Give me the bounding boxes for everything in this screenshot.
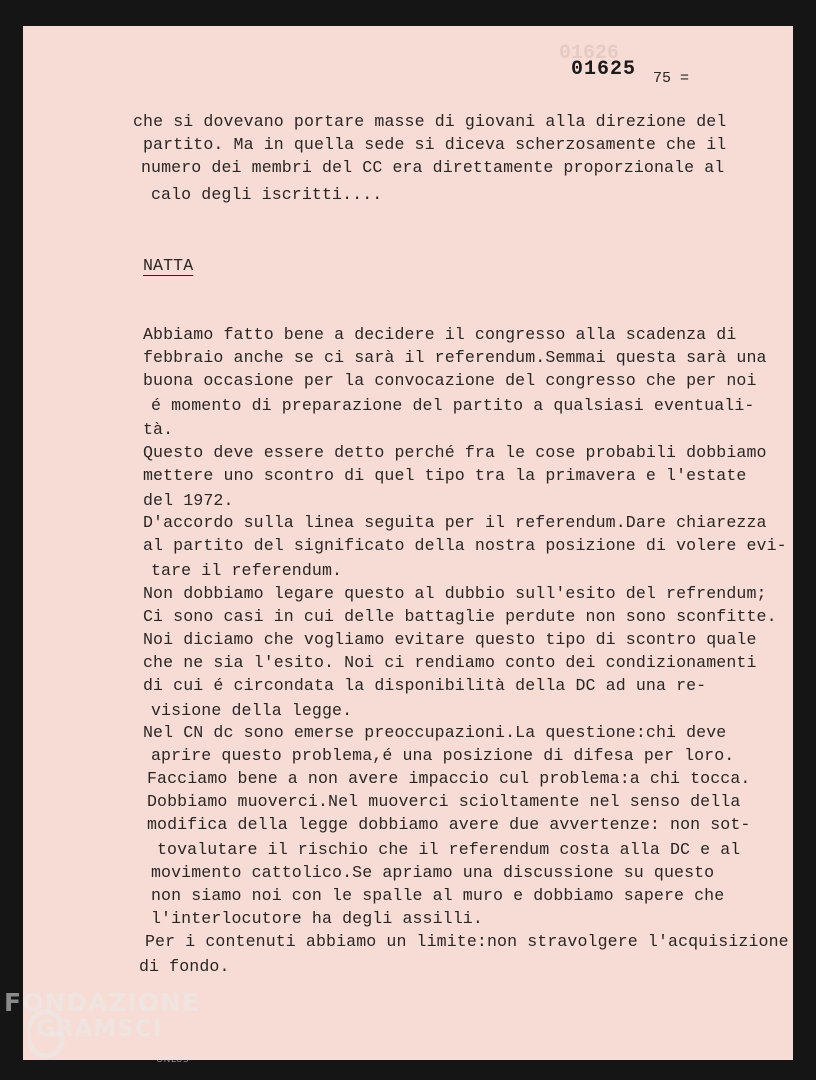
- text-line: mettere uno scontro di quel tipo tra la primavera e l'estate: [143, 466, 747, 485]
- text-line: numero dei membri del CC era direttamente proporzionale al: [141, 158, 725, 177]
- text-line: Ci sono casi in cui delle battaglie perdute non sono sconfitte.: [143, 607, 777, 626]
- typewritten-page: [23, 26, 793, 1060]
- text-line: calo degli iscritti....: [151, 185, 383, 204]
- page-number: 01625: [571, 58, 637, 81]
- text-line: tovalutare il rischio che il referendum costa alla DC e al: [157, 840, 741, 859]
- text-line: Dobbiamo muoverci.Nel muoverci scioltamente nel senso della: [147, 792, 741, 811]
- fondazione-gramsci-watermark: [4, 988, 201, 1065]
- text-line: di fondo.: [139, 957, 230, 976]
- page-subnumber: 75 =: [653, 70, 690, 87]
- text-line: Facciamo bene a non avere impaccio cul problema:a chi tocca.: [147, 769, 751, 788]
- text-line: partito. Ma in quella sede si diceva scherzosamente che il: [143, 135, 727, 154]
- text-line: modifica della legge dobbiamo avere due avvertenze: non sot-: [147, 815, 751, 834]
- text-line: aprire questo problema,é una posizione di difesa per loro.: [151, 746, 735, 765]
- text-line: al partito del significato della nostra posizione di volere evi-: [143, 536, 787, 555]
- text-line: Non dobbiamo legare questo al dubbio sull'esito del refrendum;: [143, 584, 767, 603]
- text-line: che ne sia l'esito. Noi ci rendiamo conto dei condizionamenti: [143, 653, 757, 672]
- text-line: l'interlocutore ha degli assilli.: [151, 909, 483, 928]
- speaker-heading: NATTA: [143, 256, 194, 275]
- text-line: che si dovevano portare masse di giovani alla direzione del: [133, 112, 727, 131]
- text-line: Noi diciamo che vogliamo evitare questo tipo di scontro quale: [143, 630, 757, 649]
- text-line: Nel CN dc sono emerse preoccupazioni.La questione:chi deve: [143, 723, 727, 742]
- watermark-line-3: ONLUS: [156, 1055, 190, 1065]
- text-line: del 1972.: [143, 491, 234, 510]
- text-line: Abbiamo fatto bene a decidere il congresso alla scadenza di: [143, 325, 737, 344]
- text-line: buona occasione per la convocazione del congresso che per noi: [143, 371, 757, 390]
- text-line: tare il referendum.: [151, 561, 343, 580]
- watermark-line-2: GRAMSCI: [36, 1016, 163, 1042]
- text-line: Per i contenuti abbiamo un limite:non stravolgere l'acquisizione: [145, 932, 789, 951]
- text-line: visione della legge.: [151, 701, 353, 720]
- text-line: febbraio anche se ci sarà il referendum.Semmai questa sarà una: [143, 348, 767, 367]
- text-line: movimento cattolico.Se apriamo una discussione su questo: [151, 863, 715, 882]
- text-line: non siamo noi con le spalle al muro e dobbiamo sapere che: [151, 886, 725, 905]
- bleed-through-number: 01626: [559, 42, 620, 65]
- text-line: D'accordo sulla linea seguita per il referendum.Dare chiarezza: [143, 513, 767, 532]
- text-line: Questo deve essere detto perché fra le cose probabili dobbiamo: [143, 443, 767, 462]
- text-line: di cui é circondata la disponibilità della DC ad una re-: [143, 676, 707, 695]
- text-line: tà.: [143, 420, 174, 439]
- watermark-line-1: FONDAZIONE: [4, 988, 201, 1017]
- text-line: é momento di preparazione del partito a qualsiasi eventuali-: [151, 396, 755, 415]
